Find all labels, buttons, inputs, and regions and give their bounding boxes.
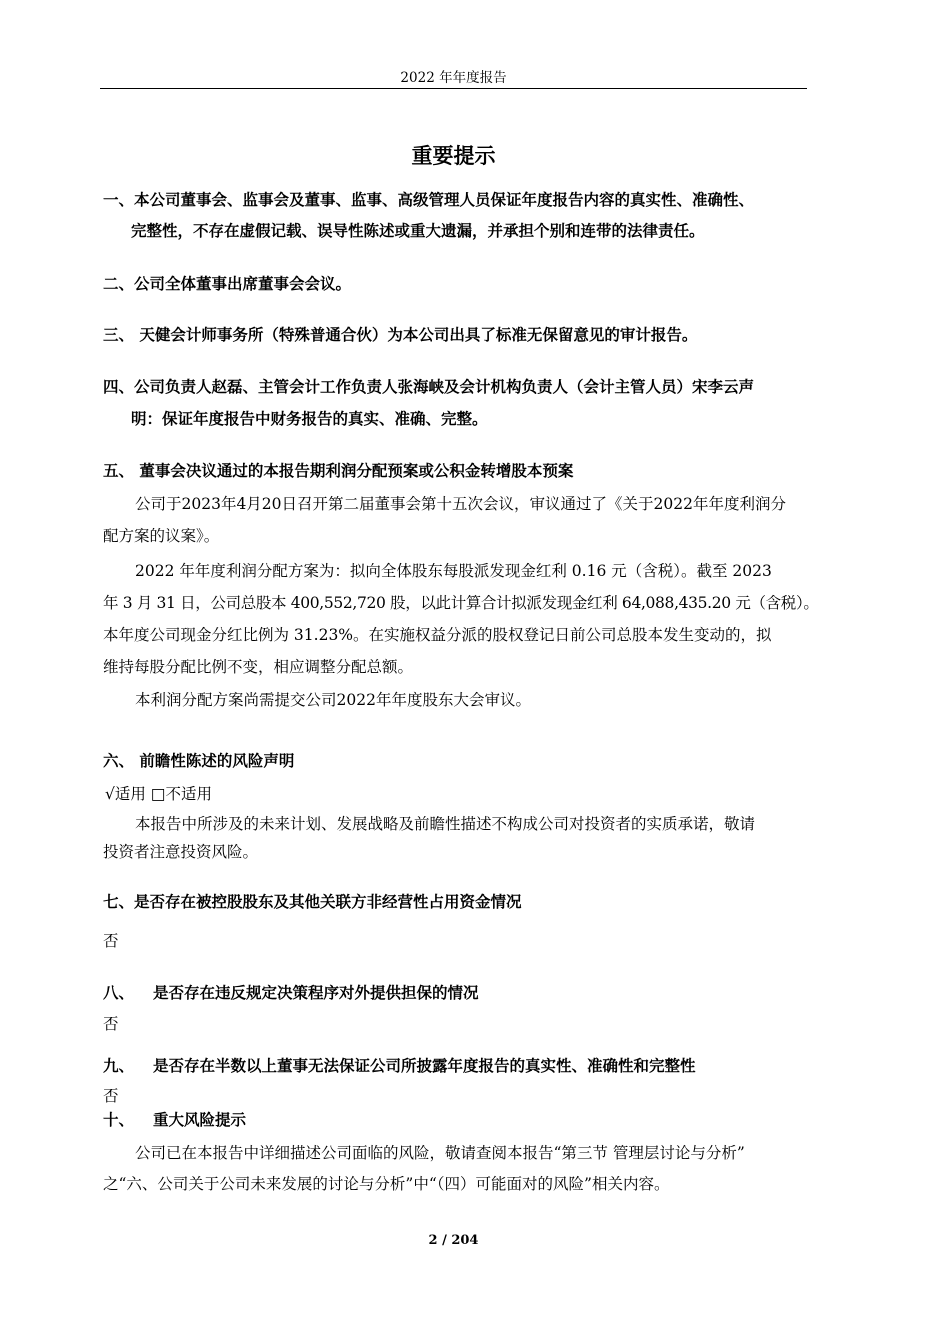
item-8-heading: 是否存在违反规定决策程序对外提供担保的情况 (153, 984, 479, 1002)
item-5-para-2-line-3: 本年度公司现金分红比例为 31.23%。在实施权益分派的股权登记日前公司总股本发生变动的，拟 (103, 626, 772, 644)
item-10-para-line-2: 之“六、公司关于公司未来发展的讨论与分析”中“（四）可能面对的风险”相关内容。 (103, 1175, 670, 1193)
running-header: 2022 年年度报告 (400, 70, 507, 86)
item-5-para-2-line-1: 2022 年年度利润分配方案为：拟向全体股东每股派发现金红利 0.16 元（含税）。截至 2023 (135, 562, 772, 580)
item-5-para-2-line-2: 年 3 月 31 日，公司总股本 400,552,720 股，以此计算合计拟派发现金红利 64,088,435.20 元（含税）。 (103, 594, 819, 612)
item-7-answer: 否 (103, 932, 119, 950)
item-6-para-line-1: 本报告中所涉及的未来计划、发展战略及前瞻性描述不构成公司对投资者的实质承诺，敬请 (135, 815, 756, 833)
item-3: 三、 天健会计师事务所（特殊普通合伙）为本公司出具了标准无保留意见的审计报告。 (103, 326, 698, 344)
item-10-heading: 重大风险提示 (153, 1111, 247, 1129)
item-9-answer: 否 (103, 1087, 119, 1105)
page-title: 重要提示 (411, 144, 496, 168)
item-1-line-2: 完整性，不存在虚假记载、误导性陈述或重大遗漏，并承担个别和连带的法律责任。 (131, 222, 705, 240)
item-5-heading: 五、 董事会决议通过的本报告期利润分配预案或公积金转增股本预案 (103, 462, 574, 480)
item-5-para-3: 本利润分配方案尚需提交公司2022年年度股东大会审议。 (135, 691, 531, 709)
item-10-para-line-1: 公司已在本报告中详细描述公司面临的风险，敬请查阅本报告“第三节 管理层讨论与分析” (135, 1144, 745, 1162)
item-1-line-1: 一、本公司董事会、监事会及董事、监事、高级管理人员保证年度报告内容的真实性、准确性、 (103, 191, 755, 209)
header-rule (100, 88, 807, 89)
item-4-line-1: 四、公司负责人赵磊、主管会计工作负责人张海峡及会计机构负责人（会计主管人员）宋李云声 (103, 378, 755, 396)
item-9-heading: 是否存在半数以上董事无法保证公司所披露年度报告的真实性、准确性和完整性 (153, 1057, 696, 1075)
item-5-para-1-line-1: 公司于2023年4月20日召开第二届董事会第十五次会议，审议通过了《关于2022年年度利润分 (135, 495, 786, 513)
item-6-heading: 六、 前瞻性陈述的风险声明 (103, 752, 295, 770)
applicability-checkbox-line: √适用 □不适用 (105, 785, 212, 803)
item-4-line-2: 明：保证年度报告中财务报告的真实、准确、完整。 (131, 410, 488, 428)
item-7-heading: 七、是否存在被控股股东及其他关联方非经营性占用资金情况 (103, 893, 522, 911)
item-9-number: 九、 (103, 1057, 135, 1075)
item-2: 二、公司全体董事出席董事会会议。 (103, 275, 352, 293)
item-6-para-line-2: 投资者注意投资风险。 (103, 843, 259, 861)
item-8-answer: 否 (103, 1015, 119, 1033)
item-10-number: 十、 (103, 1111, 135, 1129)
item-8-number: 八、 (103, 984, 135, 1002)
page-number: 2 / 204 (428, 1233, 479, 1248)
item-5-para-1-line-2: 配方案的议案》。 (103, 527, 220, 545)
item-5-para-2-line-4: 维持每股分配比例不变，相应调整分配总额。 (103, 658, 414, 676)
